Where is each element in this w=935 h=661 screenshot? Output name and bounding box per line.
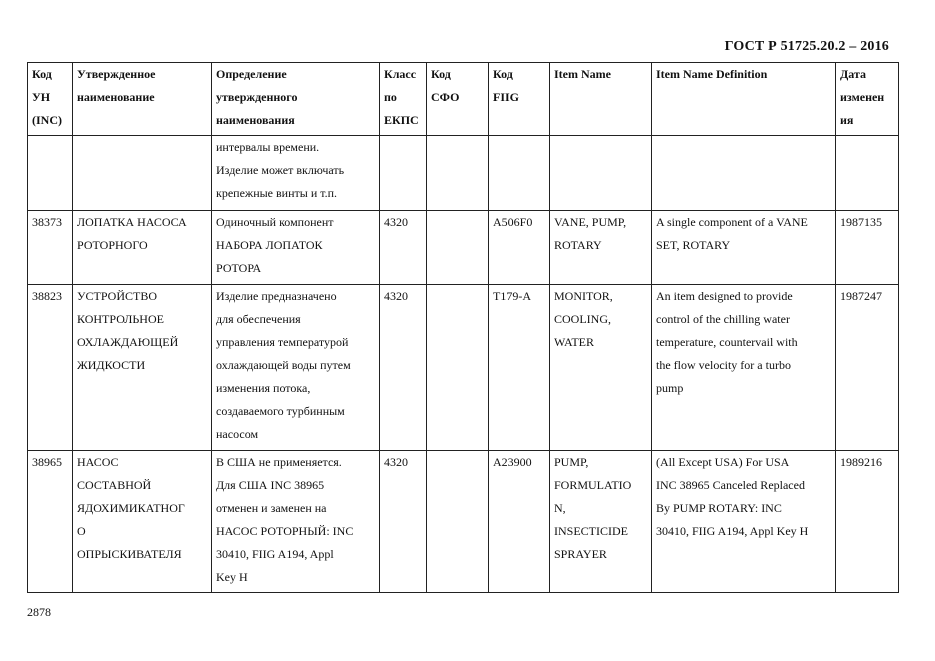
cell-definition: В США не применяется. Для США INC 38965 отменен и заменен на НАСОС РОТОРНЫЙ: INC 30410, FIIG A194, Appl Key H xyxy=(212,451,380,593)
col-header-definition: Определение утвержденного наименования xyxy=(212,63,380,136)
cell-item-name-definition: An item designed to provide control of the chilling water temperature, countervail with the flow velocity for a turbo pump xyxy=(652,285,836,451)
col-header-item-name-definition: Item Name Definition xyxy=(652,63,836,136)
cell-item-name-definition: (All Except USA) For USA INC 38965 Canceled Replaced By PUMP ROTARY: INC 30410, FIIG A194, Appl Key H xyxy=(652,451,836,593)
cell-fiig: T179-A xyxy=(489,285,550,451)
cell-class: 4320 xyxy=(380,211,427,285)
cell-sfo xyxy=(427,136,489,211)
cell-inc xyxy=(28,136,73,211)
cell-change-date: 1987247 xyxy=(836,285,899,451)
col-header-fiig: Код FIIG xyxy=(489,63,550,136)
col-header-inc: Код УН (INC) xyxy=(28,63,73,136)
table-row xyxy=(28,451,899,593)
cell-item-name: PUMP, FORMULATIO N, INSECTICIDE SPRAYER xyxy=(550,451,652,593)
cell-change-date: 1987135 xyxy=(836,211,899,285)
col-header-class: Класс по ЕКПС xyxy=(380,63,427,136)
cell-class: 4320 xyxy=(380,451,427,593)
cell-definition: Изделие предназначено для обеспечения управления температурой охлаждающей воды путем изменения потока, создаваемого турбинным насосом xyxy=(212,285,380,451)
cell-change-date: 1989216 xyxy=(836,451,899,593)
cell-definition: Одиночный компонент НАБОРА ЛОПАТОК РОТОРА xyxy=(212,211,380,285)
cell-sfo xyxy=(427,451,489,593)
col-header-item-name: Item Name xyxy=(550,63,652,136)
cell-fiig: A506F0 xyxy=(489,211,550,285)
table-row xyxy=(28,285,899,451)
col-header-change-date: Дата изменен ия xyxy=(836,63,899,136)
cell-inc: 38373 xyxy=(28,211,73,285)
cell-fiig xyxy=(489,136,550,211)
cell-item-name xyxy=(550,136,652,211)
cell-class: 4320 xyxy=(380,285,427,451)
page-number: 2878 xyxy=(27,605,51,619)
cell-sfo xyxy=(427,211,489,285)
cell-definition: интервалы времени. Изделие может включать крепежные винты и т.п. xyxy=(212,136,380,211)
document-standard-title: ГОСТ Р 51725.20.2 – 2016 xyxy=(724,39,889,54)
cell-inc: 38965 xyxy=(28,451,73,593)
table-row xyxy=(28,211,899,285)
cell-change-date xyxy=(836,136,899,211)
cell-inc: 38823 xyxy=(28,285,73,451)
cell-fiig: A23900 xyxy=(489,451,550,593)
cell-item-name-definition: A single component of a VANE SET, ROTARY xyxy=(652,211,836,285)
nomenclature-table xyxy=(27,62,899,593)
col-header-approved-name: Утвержденное наименование xyxy=(73,63,212,136)
cell-item-name: VANE, PUMP, ROTARY xyxy=(550,211,652,285)
table-row xyxy=(28,136,899,211)
cell-approved-name: НАСОС СОСТАВНОЙ ЯДОХИМИКАТНОГ О ОПРЫСКИВАТЕЛЯ xyxy=(73,451,212,593)
cell-approved-name: УСТРОЙСТВО КОНТРОЛЬНОЕ ОХЛАЖДАЮЩЕЙ ЖИДКОСТИ xyxy=(73,285,212,451)
cell-approved-name xyxy=(73,136,212,211)
col-header-sfo: Код СФО xyxy=(427,63,489,136)
cell-sfo xyxy=(427,285,489,451)
cell-item-name-definition xyxy=(652,136,836,211)
cell-approved-name: ЛОПАТКА НАСОСА РОТОРНОГО xyxy=(73,211,212,285)
cell-item-name: MONITOR, COOLING, WATER xyxy=(550,285,652,451)
table-header-row xyxy=(28,63,899,136)
cell-class xyxy=(380,136,427,211)
